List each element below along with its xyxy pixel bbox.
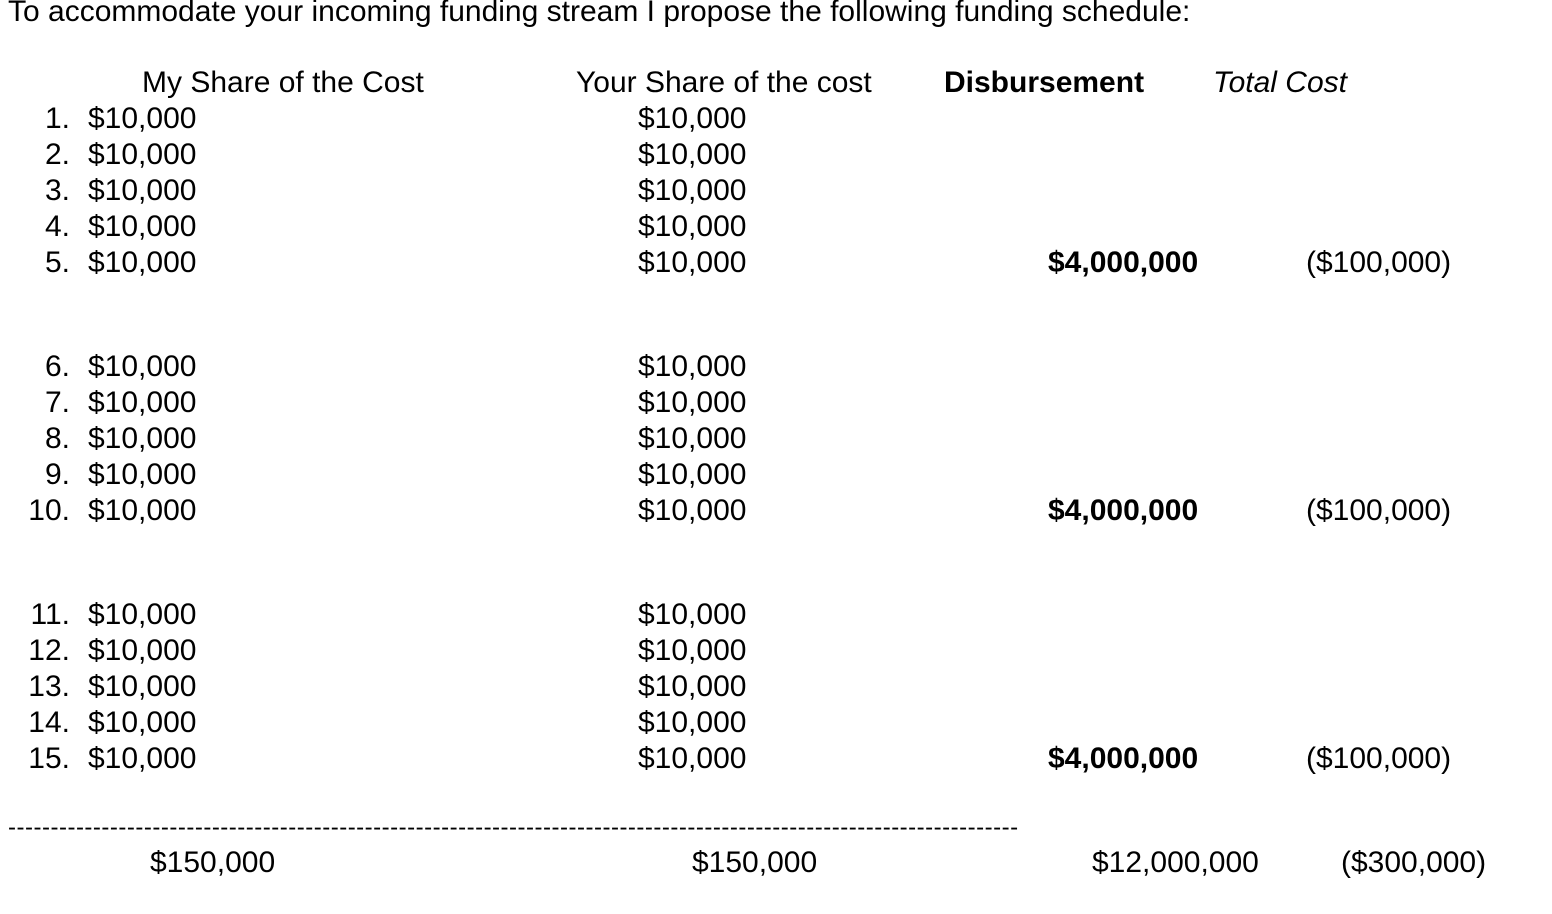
my-share-value: $10,000	[88, 706, 197, 739]
my-share-value: $10,000	[88, 422, 197, 455]
my-share-value: $10,000	[88, 102, 197, 135]
row-number: 10.	[28, 494, 70, 527]
your-share-value: $10,000	[638, 598, 747, 631]
total-my-share: $150,000	[150, 846, 276, 879]
total-cost-value: ($100,000)	[1306, 742, 1452, 775]
your-share-value: $10,000	[638, 494, 747, 527]
my-share-value: $10,000	[88, 598, 197, 631]
my-share-value: $10,000	[88, 246, 197, 279]
header-disbursement: Disbursement	[944, 66, 1145, 99]
my-share-value: $10,000	[88, 386, 197, 419]
my-share-value: $10,000	[88, 210, 197, 243]
row-number: 11.	[30, 598, 70, 631]
your-share-value: $10,000	[638, 138, 747, 171]
my-share-value: $10,000	[88, 350, 197, 383]
row-number: 8.	[44, 422, 70, 455]
row-number: 6.	[44, 350, 70, 383]
total-cost-sum: ($300,000)	[1341, 846, 1487, 879]
row-number: 12.	[28, 634, 70, 667]
row-number: 3.	[44, 174, 70, 207]
my-share-value: $10,000	[88, 494, 197, 527]
total-cost-value: ($100,000)	[1306, 246, 1452, 279]
my-share-value: $10,000	[88, 634, 197, 667]
your-share-value: $10,000	[638, 350, 747, 383]
header-my-share: My Share of the Cost	[142, 66, 424, 99]
row-number: 4.	[44, 210, 70, 243]
your-share-value: $10,000	[638, 706, 747, 739]
row-number: 7.	[44, 386, 70, 419]
total-cost-value: ($100,000)	[1306, 494, 1452, 527]
your-share-value: $10,000	[638, 458, 747, 491]
your-share-value: $10,000	[638, 210, 747, 243]
my-share-value: $10,000	[88, 138, 197, 171]
row-number: 5.	[44, 246, 70, 279]
your-share-value: $10,000	[638, 742, 747, 775]
intro-text: To accommodate your incoming funding stream I propose the following funding schedule:	[8, 0, 1191, 28]
row-number: 13.	[28, 670, 70, 703]
header-total-cost: Total Cost	[1213, 66, 1347, 99]
my-share-value: $10,000	[88, 174, 197, 207]
row-number: 14.	[28, 706, 70, 739]
total-your-share: $150,000	[692, 846, 818, 879]
disbursement-value: $4,000,000	[1048, 494, 1199, 527]
your-share-value: $10,000	[638, 634, 747, 667]
row-number: 1.	[44, 102, 70, 135]
disbursement-value: $4,000,000	[1048, 742, 1199, 775]
disbursement-value: $4,000,000	[1048, 246, 1199, 279]
row-number: 15.	[28, 742, 70, 775]
header-your-share: Your Share of the cost	[576, 66, 872, 99]
row-number: 9.	[44, 458, 70, 491]
your-share-value: $10,000	[638, 386, 747, 419]
your-share-value: $10,000	[638, 246, 747, 279]
divider-line: -----------------------------------------------------------------------------------------------------------------------	[8, 814, 1019, 841]
row-number: 2.	[44, 138, 70, 171]
my-share-value: $10,000	[88, 458, 197, 491]
your-share-value: $10,000	[638, 174, 747, 207]
my-share-value: $10,000	[88, 670, 197, 703]
your-share-value: $10,000	[638, 102, 747, 135]
your-share-value: $10,000	[638, 670, 747, 703]
total-disbursement: $12,000,000	[1092, 846, 1259, 879]
your-share-value: $10,000	[638, 422, 747, 455]
my-share-value: $10,000	[88, 742, 197, 775]
